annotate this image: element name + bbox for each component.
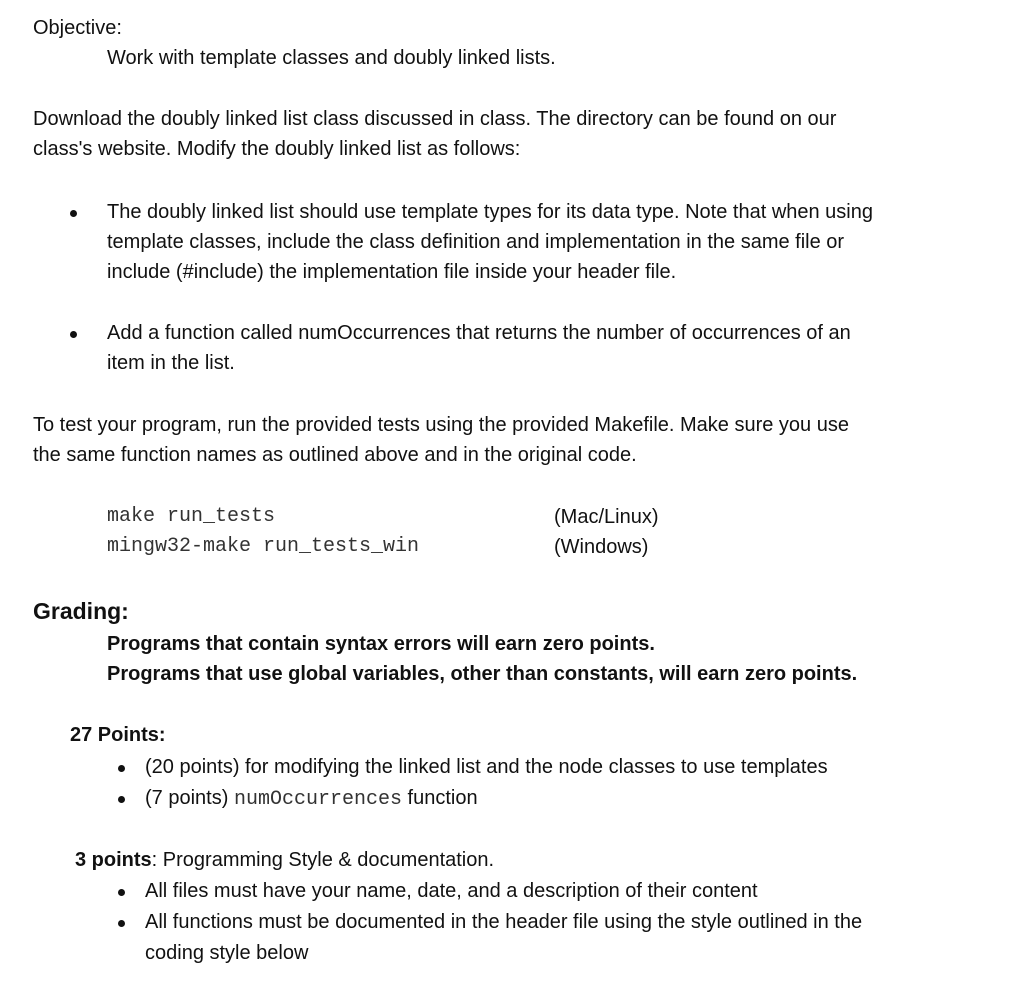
points-item-suffix: function xyxy=(407,787,478,809)
style-item-documentation-line-2: coding style below xyxy=(145,942,309,964)
section-27-points-title: 27 Points: xyxy=(70,724,166,746)
command-mac-linux: make run_tests xyxy=(107,505,276,528)
bullet-dot xyxy=(118,920,125,927)
grading-rule-syntax: Programs that contain syntax errors will earn zero points. xyxy=(107,633,655,655)
numoccurrences-code: numOccurrences xyxy=(233,788,402,811)
objective-text: Work with template classes and doubly linked lists. xyxy=(107,47,556,69)
objective-label: Objective: xyxy=(33,17,122,39)
bullet-dot xyxy=(70,331,77,338)
bullet-dot xyxy=(70,210,77,217)
requirement-2-line-2: item in the list. xyxy=(107,352,235,374)
section-3-points-title xyxy=(75,845,494,875)
points-item-prefix: (7 points) xyxy=(145,787,229,809)
intro-line-1: Download the doubly linked list class discussed in class. The directory can be found on our xyxy=(33,108,837,130)
requirement-2-line-1: Add a function called numOccurrences that returns the number of occurrences of an xyxy=(107,322,851,344)
section-3-points-title-rest: : Programming Style & documentation. xyxy=(151,849,495,871)
style-item-documentation-line-1: All functions must be documented in the header file using the style outlined in the xyxy=(145,911,863,933)
style-item-header-info: All files must have your name, date, and a description of their content xyxy=(145,880,758,902)
bullet-dot xyxy=(118,889,125,896)
section-3-points-title-bold: 3 points xyxy=(75,849,152,871)
command-windows: mingw32-make run_tests_win xyxy=(107,535,420,558)
grading-heading: Grading: xyxy=(33,598,129,624)
requirement-1-line-3: include (#include) the implementation file inside your header file. xyxy=(107,261,677,283)
bullet-dot xyxy=(118,765,125,772)
grading-rule-globals: Programs that use global variables, other than constants, will earn zero points. xyxy=(107,663,858,685)
platform-windows: (Windows) xyxy=(554,536,649,558)
platform-mac-linux: (Mac/Linux) xyxy=(554,506,659,528)
intro-line-2: class's website. Modify the doubly linked list as follows: xyxy=(33,138,521,160)
points-item-numoccurrences xyxy=(145,783,478,815)
testing-line-1: To test your program, run the provided tests using the provided Makefile. Make sure you use xyxy=(33,414,849,436)
points-item-templates: (20 points) for modifying the linked list and the node classes to use templates xyxy=(145,756,828,778)
requirement-1-line-2: template classes, include the class definition and implementation in the same file or xyxy=(107,231,845,253)
testing-line-2: the same function names as outlined above and in the original code. xyxy=(33,444,637,466)
requirement-1-line-1: The doubly linked list should use template types for its data type. Note that when using xyxy=(107,201,873,223)
bullet-dot xyxy=(118,796,125,803)
